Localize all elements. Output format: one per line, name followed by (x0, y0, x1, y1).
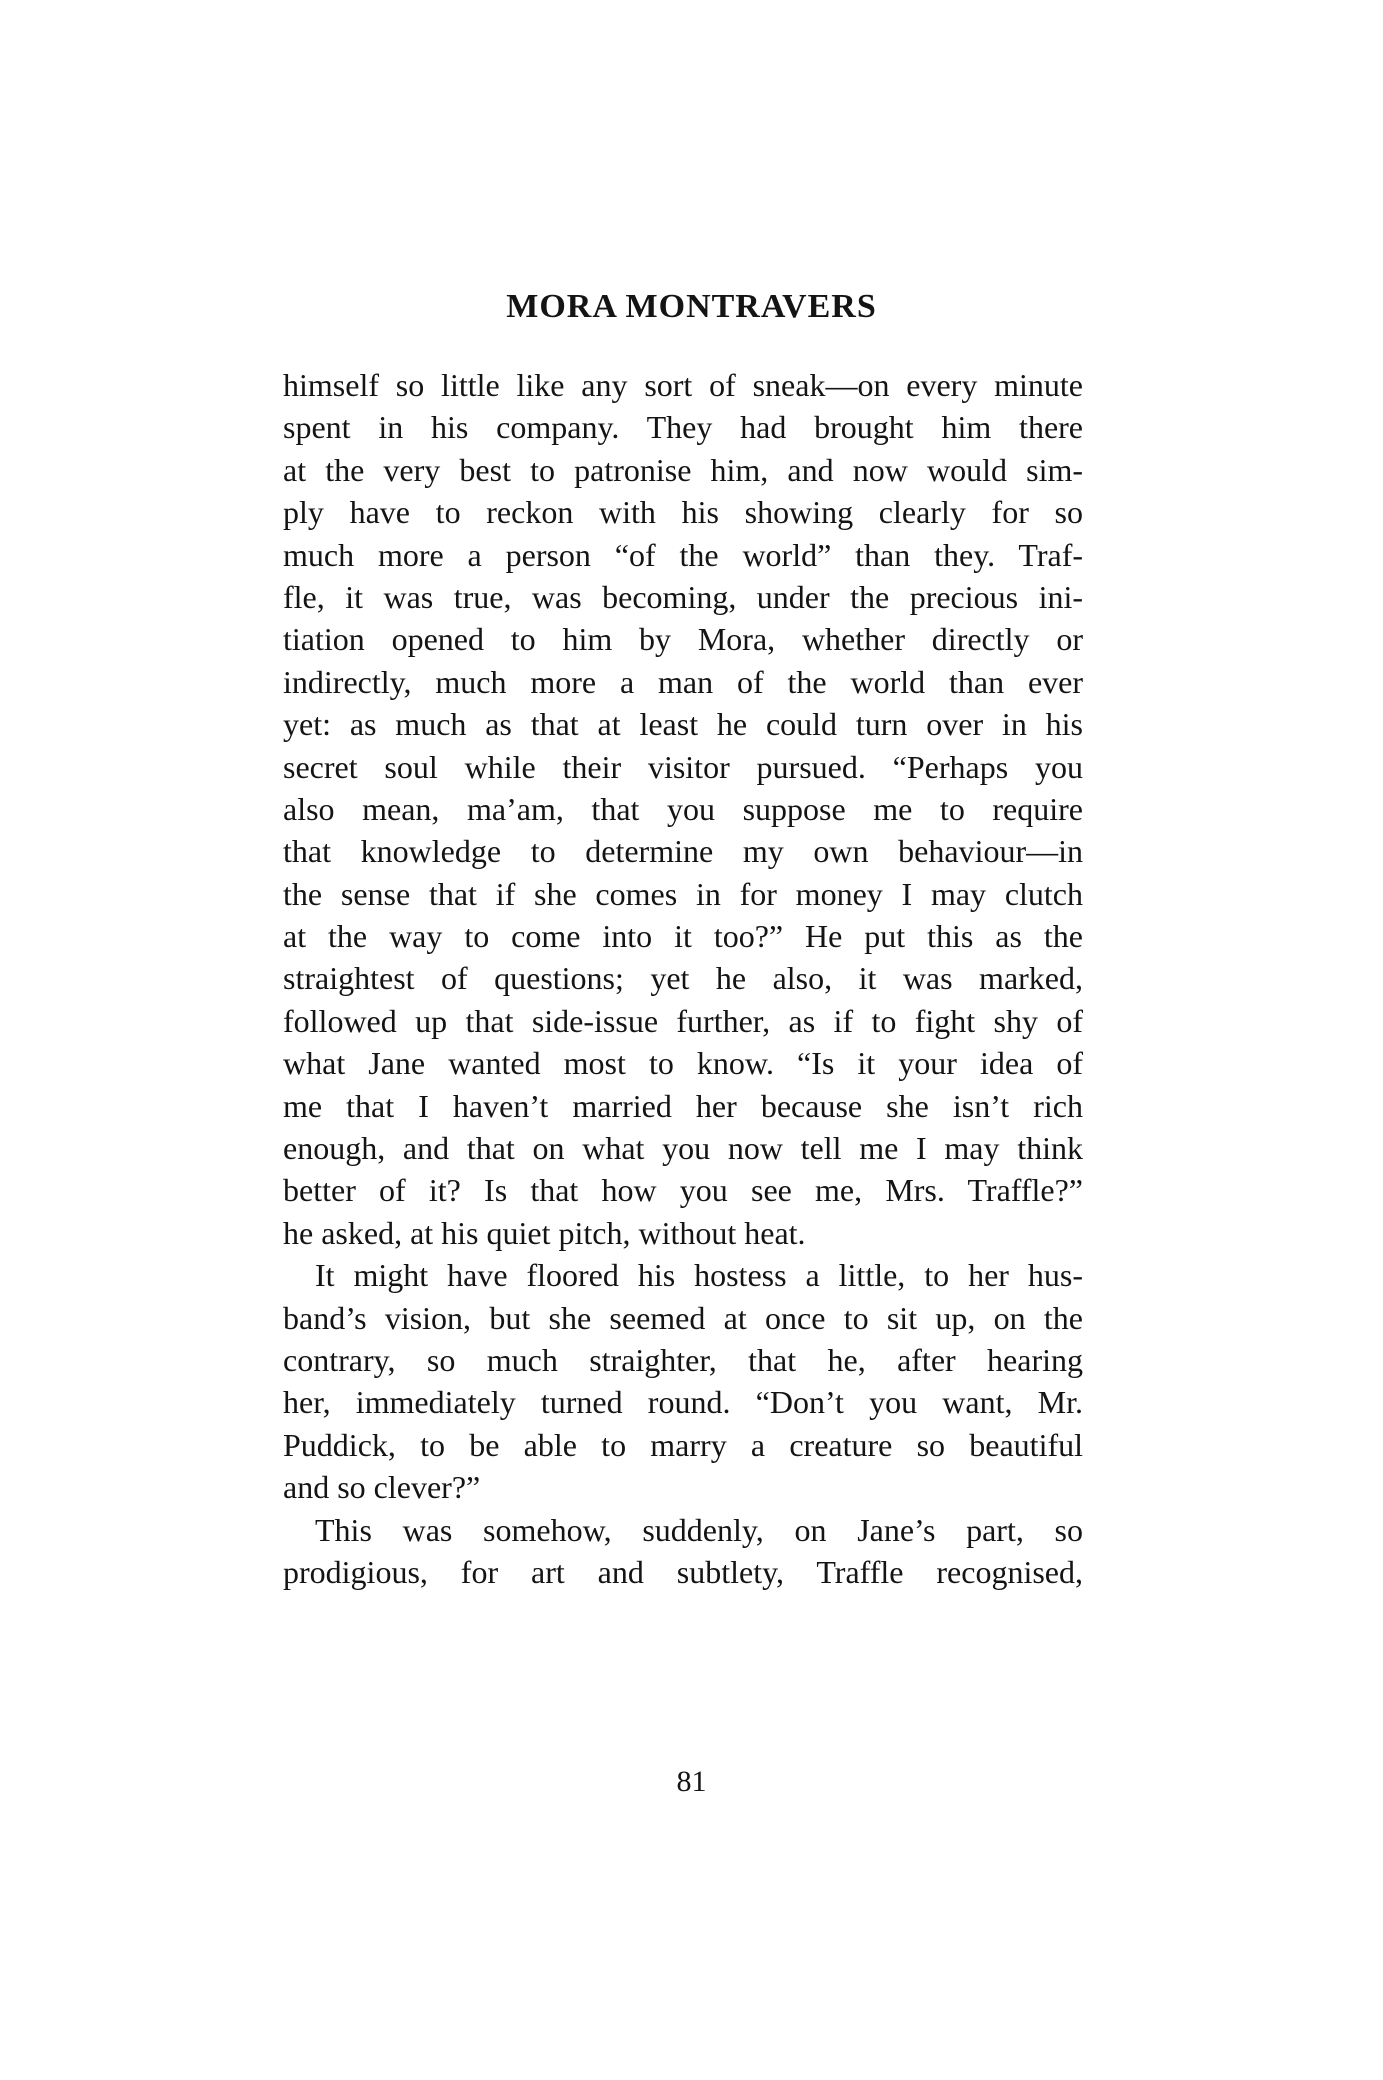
text-line: band’s vision, but she seemed at once to sit up, on the (283, 1299, 1083, 1336)
text-line: spent in his company. They had brought him there (283, 409, 1083, 446)
body-text (283, 364, 1083, 1593)
text-line: better of it? Is that how you see me, Mrs. Traffle?” (283, 1172, 1083, 1209)
paragraph-2 (283, 1254, 1083, 1508)
text-line: me that I haven’t married her because she isn’t rich (283, 1087, 1083, 1124)
text-line: prodigious, for art and subtlety, Traffle recognised, (283, 1553, 1083, 1590)
paragraph-3 (283, 1509, 1083, 1594)
text-line: what Jane wanted most to know. “Is it your idea of (283, 1045, 1083, 1082)
text-line: ply have to reckon with his showing clearly for so (283, 494, 1083, 531)
text-line: and so clever?” (283, 1469, 481, 1506)
text-line: straightest of questions; yet he also, it was marked, (283, 960, 1083, 997)
text-line: fle, it was true, was becoming, under the precious ini- (283, 578, 1083, 615)
text-line: her, immediately turned round. “Don’t you want, Mr. (283, 1384, 1083, 1421)
text-line: the sense that if she comes in for money I may clutch (283, 875, 1083, 912)
running-head: MORA MONTRAVERS (506, 288, 877, 325)
text-line: he asked, at his quiet pitch, without heat. (283, 1214, 806, 1251)
text-line: also mean, ma’am, that you suppose me to require (283, 790, 1083, 827)
text-line: followed up that side-issue further, as if to fight shy of (283, 1002, 1083, 1039)
text-line: that knowledge to determine my own behaviour—in (283, 833, 1083, 870)
text-line: tiation opened to him by Mora, whether directly or (283, 621, 1083, 658)
text-line: secret soul while their visitor pursued. “Perhaps you (283, 748, 1083, 785)
text-line: yet: as much as that at least he could turn over in his (283, 706, 1083, 743)
text-line: This was somehow, suddenly, on Jane’s part, so (315, 1511, 1083, 1548)
paragraph-1 (283, 364, 1083, 1254)
text-line: contrary, so much straighter, that he, after hearing (283, 1341, 1083, 1378)
text-line: much more a person “of the world” than they. Traf- (283, 536, 1083, 573)
text-line: Puddick, to be able to marry a creature so beautiful (283, 1426, 1083, 1463)
text-line: at the way to come into it too?” He put this as the (283, 918, 1083, 955)
text-line: enough, and that on what you now tell me I may think (283, 1130, 1083, 1167)
text-line: indirectly, much more a man of the world than ever (283, 663, 1083, 700)
text-line: at the very best to patronise him, and now would sim- (283, 451, 1083, 488)
page-number: 81 (676, 1765, 707, 1798)
text-line: himself so little like any sort of sneak—on every minute (283, 367, 1083, 403)
text-line: It might have floored his hostess a little, to her hus- (315, 1257, 1083, 1294)
